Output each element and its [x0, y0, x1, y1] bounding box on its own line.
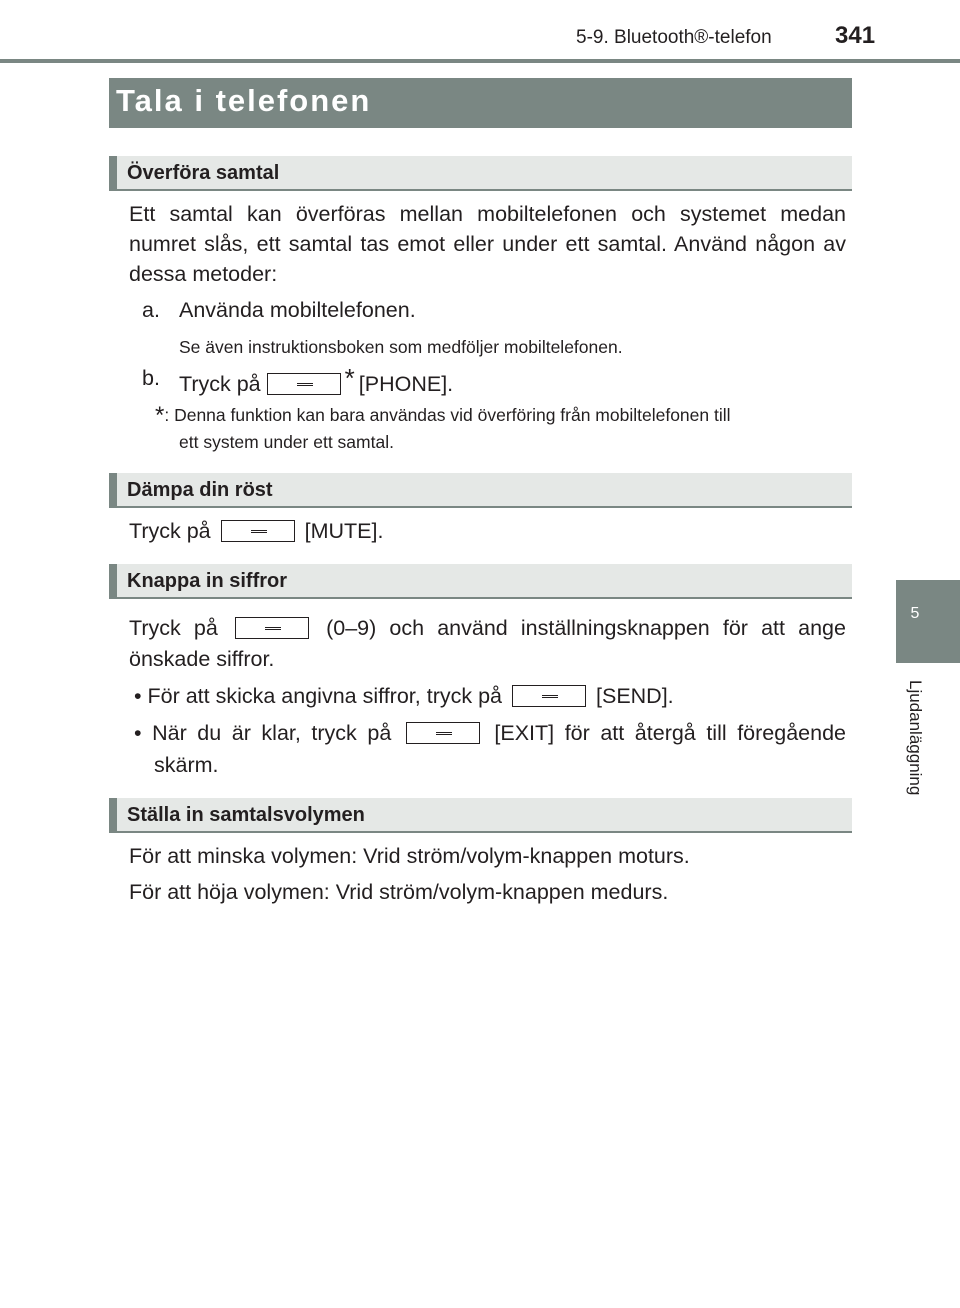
- section-heading-text: Knappa in siffror: [127, 570, 288, 592]
- list-text-suffix: [PHONE].: [358, 372, 454, 396]
- footnote: [155, 402, 731, 429]
- mute-button-icon: [221, 520, 295, 542]
- header-rule: [0, 59, 960, 63]
- section-heading-text: Överföra samtal: [127, 162, 280, 184]
- instruction-prefix: Tryck på: [129, 519, 211, 543]
- section-heading-text: Dämpa din röst: [127, 479, 273, 501]
- page-number: 341: [835, 22, 876, 49]
- bullet-exit: [134, 718, 846, 748]
- bullet-prefix: • När du är klar, tryck på: [134, 721, 392, 745]
- list-marker: b.: [142, 366, 160, 390]
- mute-instruction: [129, 516, 383, 546]
- instruction-prefix: Tryck på: [129, 616, 218, 640]
- number-button-icon: [235, 617, 309, 639]
- list-text-prefix: Tryck på: [179, 372, 261, 396]
- list-item-a: [142, 295, 416, 325]
- volume-increase: För att höja volymen: Vrid ström/volym-knappen medurs.: [129, 880, 669, 904]
- chapter-label: Ljudanläggning: [906, 680, 925, 796]
- volume-decrease: För att minska volymen: Vrid ström/volym-knappen moturs.: [129, 844, 690, 868]
- footnote-line1: : Denna funktion kan bara användas vid överföring från mobiltelefonen till: [164, 405, 731, 425]
- section-heading-volume: [109, 798, 852, 833]
- page-title: Tala i telefonen: [116, 83, 372, 118]
- digits-instruction-line2: önskade siffror.: [129, 647, 275, 671]
- section-heading-digits: [109, 564, 852, 599]
- section-heading-transfer: [109, 156, 852, 191]
- list-marker: a.: [142, 298, 160, 322]
- exit-button-icon: [406, 722, 480, 744]
- bullet-suffix: [EXIT] för att återgå till föregående: [494, 721, 846, 745]
- asterisk-mark: *: [344, 363, 355, 393]
- list-text: Använda mobiltelefonen.: [179, 298, 416, 322]
- instruction-suffix: [MUTE].: [304, 519, 384, 543]
- running-header-section: 5-9. Bluetooth®-telefon: [576, 27, 772, 48]
- bullet-prefix: • För att skicka angivna siffror, tryck på: [134, 684, 502, 708]
- bullet-suffix: [SEND].: [596, 684, 674, 708]
- digits-instruction-line1: [129, 613, 846, 643]
- bullet-send: [134, 681, 674, 711]
- section-heading-mute: [109, 473, 852, 508]
- instruction-suffix: (0–9) och använd inställningsknappen för att ange: [326, 616, 846, 640]
- phone-button-icon: [267, 373, 341, 395]
- chapter-number: 5: [910, 605, 920, 622]
- list-item-b: [142, 363, 454, 396]
- list-item-a-note: Se även instruktionsboken som medföljer mobiltelefonen.: [179, 337, 623, 357]
- bullet-exit-line2: skärm.: [154, 753, 219, 777]
- footnote-line2: ett system under ett samtal.: [179, 432, 394, 452]
- section-heading-text: Ställa in samtalsvolymen: [127, 804, 365, 826]
- footnote-marker: *: [155, 402, 165, 429]
- send-button-icon: [512, 685, 586, 707]
- transfer-intro: Ett samtal kan överföras mellan mobiltelefonen och systemet medan numret slås, ett samtal tas emot eller under ett samtal. Använd någon av dessa metoder:: [129, 202, 846, 286]
